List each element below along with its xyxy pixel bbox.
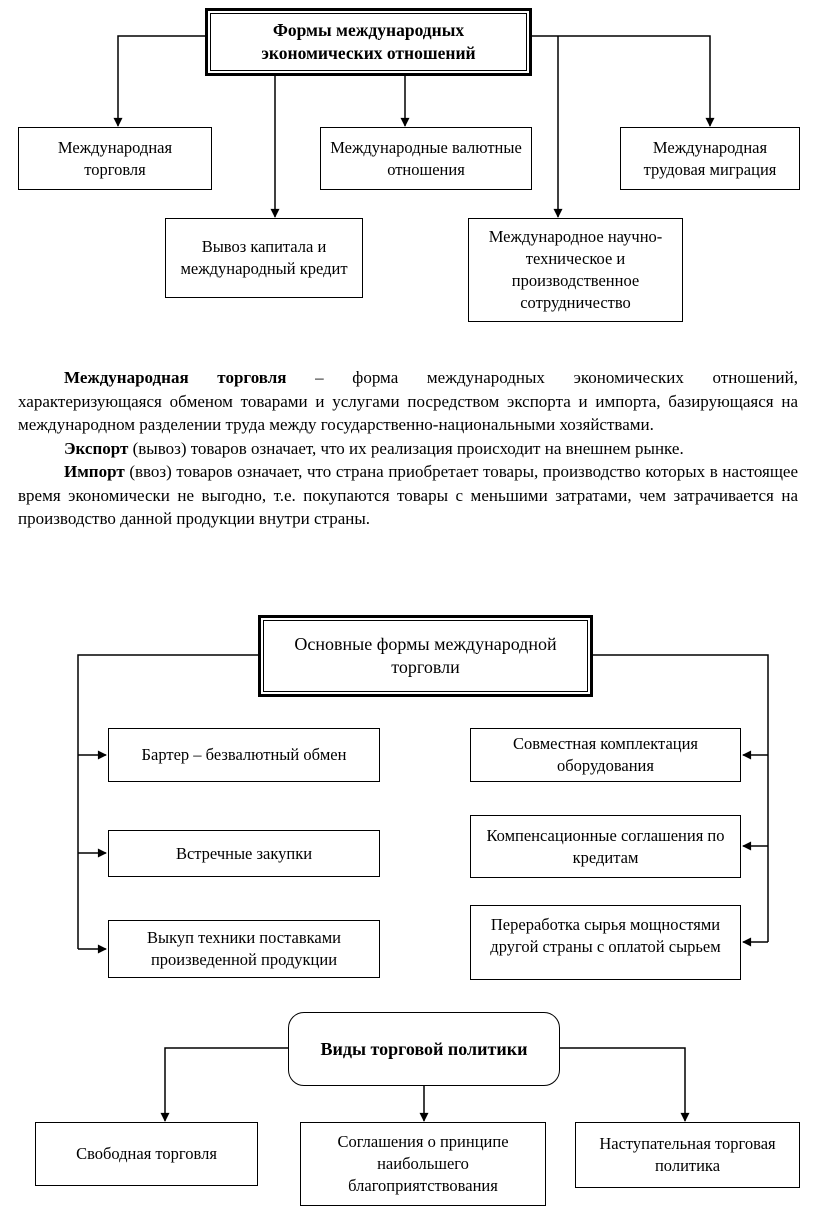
node-label: Совместная комплектация оборудования (512, 734, 699, 775)
connector-d3-to-offensive-policy (560, 1048, 685, 1121)
node-labor-migration (620, 127, 800, 190)
paragraph-international-trade (18, 366, 798, 437)
node-label: Международные валютные отношения (330, 137, 522, 179)
node-joint-equipment-assembly (470, 728, 741, 782)
node-label: Компенсационные соглашения по кредитам (486, 825, 725, 867)
node-capital-export (165, 218, 363, 298)
diagram3-title-box (288, 1012, 560, 1086)
node-label: Соглашения о принципе наибольшего благоприятствования (337, 1132, 509, 1195)
paragraph-import (18, 460, 798, 531)
term-import: Импорт (64, 462, 125, 481)
node-label: Встречные закупки (175, 843, 313, 863)
definition-import: (ввоз) товаров означает, что страна приобретает товары, производство которых в настоящее время экономически не выгодно, т.е. покупаются товары с меньшими затратами, чем затрачивается на производство данной продукции внутри страны. (18, 462, 798, 528)
node-offensive-trade-policy (575, 1122, 800, 1188)
connector-d3-to-free-trade (165, 1048, 288, 1121)
connector-d2-left-trunk (78, 655, 258, 949)
term-export: Экспорт (64, 438, 129, 458)
node-equipment-buyback (108, 920, 380, 978)
node-label: Наступательная торговая политика (599, 1134, 776, 1175)
node-label: Выкуп техники поставками произведенной продукции (147, 928, 341, 969)
node-label: Вывоз капитала и международный кредит (180, 237, 348, 278)
diagram2-title: Основные формы международной торговли (263, 620, 588, 692)
diagram2-title-box (258, 615, 593, 697)
diagram3-title: Виды торговой политики (320, 1038, 528, 1059)
node-free-trade (35, 1122, 258, 1186)
diagram1-title: Формы международных экономических отношений (210, 13, 527, 71)
node-label: Бартер – безвалютный обмен (141, 745, 347, 765)
node-label: Свободная торговля (76, 1144, 217, 1164)
term-international-trade: Международная торговля (64, 368, 287, 387)
node-counter-purchases (108, 830, 380, 877)
node-label: Международная трудовая миграция (643, 137, 777, 179)
node-label: Международное научно-техническое и производственное сотрудничество (488, 227, 663, 312)
definition-export: (вывоз) товаров означает, что их реализация происходит на внешнем рынке. (128, 438, 684, 458)
node-international-trade (18, 127, 212, 190)
node-label: Международная торговля (57, 137, 173, 179)
node-currency-relations (320, 127, 532, 190)
node-barter (108, 728, 380, 782)
node-most-favoured-nation (300, 1122, 546, 1206)
connector-d2-right-trunk (593, 655, 768, 942)
node-scientific-cooperation (468, 218, 683, 322)
node-compensation-agreements (470, 815, 741, 878)
definition-international-trade: – форма международных экономических отношений, характеризующаяся обменом товарами и услугами посредством экспорта и импорта, базирующаяся на международном разделении труда между государственно-национальными хозяйствами. (18, 368, 798, 434)
node-label: Переработка сырья мощностями другой страны с оплатой сырьем (490, 915, 721, 956)
paragraph-export (18, 437, 798, 461)
definitions-text-block (18, 366, 798, 531)
diagram1-title-box (205, 8, 532, 76)
connector-title-to-trade (118, 36, 205, 126)
node-raw-material-processing (470, 905, 741, 980)
